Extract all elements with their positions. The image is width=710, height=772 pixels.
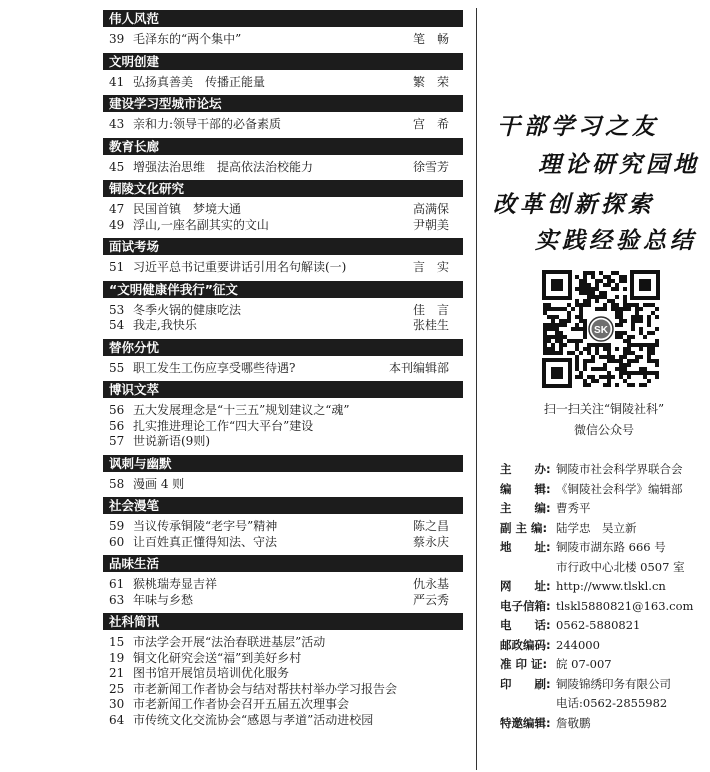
info-value: 铜陵锦绣印务有限公司 — [556, 676, 671, 691]
info-row — [500, 577, 710, 597]
article-author: 徐雪芳 — [412, 159, 449, 174]
info-row — [500, 636, 710, 656]
article-author: 言 实 — [412, 260, 449, 274]
page-number: 45 — [109, 159, 125, 174]
info-value: 244000 — [556, 637, 600, 652]
article-title: 弘扬真善美 传播正能量 — [133, 74, 266, 89]
qr-caption-line-1: 扫一扫关注“铜陵社科” — [543, 402, 665, 416]
page-number: 19 — [109, 650, 125, 665]
toc-entry[interactable] — [103, 260, 463, 276]
toc-entry[interactable] — [103, 32, 463, 48]
toc-section — [103, 95, 463, 133]
section-header: 建设学习型城市论坛 — [103, 95, 463, 112]
info-value: http://www.tlskl.cn — [556, 579, 666, 593]
qr-caption-line-2: 微信公众号 — [573, 423, 634, 437]
page-number: 43 — [109, 117, 125, 131]
section-header: 面试考场 — [103, 238, 463, 255]
toc-section — [103, 455, 463, 493]
article-title: 市法学会开展“法治春联进基层”活动 — [133, 635, 326, 649]
page-number: 59 — [109, 519, 125, 533]
section-header: 博识文萃 — [103, 381, 463, 398]
section-header: 文明创建 — [103, 53, 463, 70]
toc-section — [103, 281, 463, 334]
article-author: 蔡永庆 — [412, 534, 449, 549]
info-value: 陆学忠 吴立新 — [556, 520, 637, 535]
toc-entry[interactable] — [103, 303, 463, 319]
article-title: 毛泽东的“两个集中” — [133, 32, 242, 46]
info-row — [500, 616, 710, 636]
section-header: 讽刺与幽默 — [103, 455, 463, 472]
section-header: “文明健康伴我行”征文 — [103, 281, 463, 298]
article-title: 世说新语(9则) — [133, 434, 210, 448]
slogan-line-2: 理论研究园地 — [538, 151, 700, 178]
info-row — [500, 519, 710, 539]
toc-section — [103, 381, 463, 450]
toc-entry[interactable] — [103, 713, 463, 729]
info-row — [500, 480, 710, 500]
article-author: 陈之昌 — [412, 519, 449, 533]
article-author: 张桂生 — [412, 318, 449, 332]
toc-entry[interactable] — [103, 160, 463, 176]
section-header: 伟人风范 — [103, 10, 463, 27]
toc-entry[interactable] — [103, 651, 463, 667]
page-number: 54 — [109, 318, 125, 332]
page-number: 15 — [109, 635, 125, 649]
article-title: 让百姓真正懂得知法、守法 — [133, 534, 278, 549]
info-row — [500, 558, 710, 578]
info-value: 市行政中心北楼 0507 室 — [556, 559, 685, 574]
page-number: 51 — [109, 260, 125, 274]
info-row — [500, 675, 710, 695]
vertical-divider — [476, 8, 477, 770]
info-label: 邮政编码: — [500, 637, 551, 652]
article-title: 浮山,一座名副其实的文山 — [133, 217, 269, 232]
info-row — [500, 499, 710, 519]
page-number: 56 — [109, 403, 125, 417]
toc-section — [103, 138, 463, 176]
toc-entry[interactable] — [103, 403, 463, 419]
toc-section — [103, 53, 463, 91]
article-author: 佳 言 — [412, 302, 449, 317]
article-title: 五大发展理念是“十三五”规划建议之“魂” — [133, 403, 350, 417]
info-label: 主 办: — [500, 462, 551, 476]
toc-entry[interactable] — [103, 477, 463, 493]
article-title: 民国首镇 梦境大通 — [133, 202, 242, 216]
page-number: 47 — [109, 202, 125, 216]
info-value: 0562-5880821 — [556, 618, 641, 632]
article-title: 我走,我快乐 — [133, 318, 197, 332]
info-label: 印 刷: — [500, 676, 551, 691]
slogan-line-3: 改革创新探索 — [493, 191, 655, 218]
table-of-contents — [103, 10, 463, 733]
toc-entry[interactable] — [103, 593, 463, 609]
article-title: 职工发生工伤应享受哪些待遇? — [133, 360, 296, 375]
toc-entry[interactable] — [103, 218, 463, 234]
toc-section — [103, 555, 463, 608]
page-number: 56 — [109, 418, 125, 433]
page-number: 53 — [109, 302, 125, 317]
section-header: 社科简讯 — [103, 613, 463, 630]
qr-logo: SK — [594, 325, 608, 336]
info-row — [500, 460, 710, 480]
toc-entry[interactable] — [103, 519, 463, 535]
info-label: 电子信箱: — [500, 598, 551, 613]
page-number: 57 — [109, 434, 125, 448]
section-header: 品味生活 — [103, 555, 463, 572]
article-author: 严云秀 — [412, 592, 449, 607]
page-number: 39 — [109, 32, 125, 46]
article-title: 猴桃瑞寿显吉祥 — [133, 577, 218, 591]
article-title: 年味与乡愁 — [133, 592, 194, 607]
info-value: 电话:0562-2855982 — [556, 696, 668, 710]
page-number: 25 — [109, 681, 125, 696]
toc-section — [103, 180, 463, 233]
info-label: 网 址: — [500, 579, 551, 593]
info-label: 电 话: — [500, 618, 551, 632]
info-label: 编 辑: — [500, 481, 551, 496]
info-value: 铜陵市湖东路 666 号 — [556, 540, 666, 554]
toc-entry[interactable] — [103, 318, 463, 334]
toc-entry[interactable] — [103, 117, 463, 133]
article-title: 习近平总书记重要讲话引用名句解读(一) — [133, 260, 347, 274]
article-title: 增强法治思维 提高依法治校能力 — [133, 159, 314, 174]
toc-section — [103, 339, 463, 377]
section-header: 替你分忧 — [103, 339, 463, 356]
article-author: 高满保 — [412, 202, 449, 216]
info-row — [500, 597, 710, 617]
page-number: 41 — [109, 74, 125, 89]
page-number: 63 — [109, 592, 125, 607]
article-title: 当议传承铜陵“老字号”精神 — [133, 519, 278, 533]
article-title: 漫画 4 则 — [133, 476, 185, 491]
article-title: 市老新闻工作者协会与结对帮扶村举办学习报告会 — [133, 681, 398, 696]
info-label: 特邀编辑: — [500, 715, 551, 730]
page-number: 30 — [109, 697, 125, 711]
article-title: 市传统文化交流协会“感恩与孝道”活动进校园 — [133, 712, 374, 727]
toc-section — [103, 238, 463, 276]
info-row — [500, 655, 710, 675]
article-title: 市老新闻工作者协会召开五届五次理事会 — [133, 697, 350, 711]
slogan-line-1: 干部学习之友 — [497, 113, 659, 140]
toc-section — [103, 613, 463, 728]
toc-entry[interactable] — [103, 577, 463, 593]
info-value: 《铜陵社会科学》编辑部 — [556, 481, 683, 496]
info-label: 准 印 证: — [500, 657, 548, 671]
article-author: 笔 畅 — [412, 32, 449, 46]
toc-section — [103, 10, 463, 48]
article-title: 亲和力:领导干部的必备素质 — [133, 117, 282, 131]
page-number: 49 — [109, 217, 125, 232]
info-value: 铜陵市社会科学界联合会 — [556, 462, 683, 476]
info-value: 詹敬鹏 — [556, 715, 591, 730]
article-title: 图书馆开展馆员培训优化服务 — [133, 666, 290, 680]
toc-entry[interactable] — [103, 682, 463, 698]
page-number: 64 — [109, 712, 125, 727]
article-title: 铜文化研究会送“福”到美好乡村 — [133, 650, 302, 665]
toc-section — [103, 497, 463, 550]
info-label: 副 主 编: — [500, 520, 548, 535]
article-author: 尹朝美 — [412, 217, 449, 232]
article-author: 本刊编辑部 — [388, 360, 449, 375]
toc-entry[interactable] — [103, 419, 463, 435]
page-number: 21 — [109, 666, 125, 680]
info-row — [500, 538, 710, 558]
article-author: 仇永基 — [412, 577, 449, 591]
qr-code — [542, 270, 660, 388]
page-number: 60 — [109, 534, 125, 549]
toc-entry[interactable] — [103, 361, 463, 377]
slogan-line-4: 实践经验总结 — [535, 227, 697, 254]
article-author: 繁 荣 — [412, 74, 449, 89]
info-value: tlskl5880821@163.com — [556, 598, 694, 613]
page-number: 58 — [109, 476, 125, 491]
section-header: 教育长廊 — [103, 138, 463, 155]
toc-entry[interactable] — [103, 535, 463, 551]
toc-entry[interactable] — [103, 697, 463, 713]
publication-info — [500, 460, 710, 733]
info-row — [500, 694, 710, 714]
page-number: 55 — [109, 360, 125, 375]
qr-code-graphic — [542, 270, 660, 388]
article-title: 冬季火锅的健康吃法 — [133, 302, 242, 317]
info-value: 曹秀平 — [556, 501, 591, 515]
toc-entry[interactable] — [103, 635, 463, 651]
toc-entry[interactable] — [103, 75, 463, 91]
info-label: 主 编: — [500, 501, 551, 515]
section-header: 铜陵文化研究 — [103, 180, 463, 197]
toc-entry[interactable] — [103, 434, 463, 450]
article-title: 扎实推进理论工作“四大平台”建设 — [133, 418, 314, 433]
section-header: 社会漫笔 — [103, 497, 463, 514]
info-value: 皖 07-007 — [556, 657, 612, 671]
info-row — [500, 714, 710, 734]
info-label: 地 址: — [500, 540, 551, 554]
page-number: 61 — [109, 577, 125, 591]
toc-entry[interactable] — [103, 666, 463, 682]
article-author: 宫 希 — [412, 117, 449, 131]
toc-entry[interactable] — [103, 202, 463, 218]
